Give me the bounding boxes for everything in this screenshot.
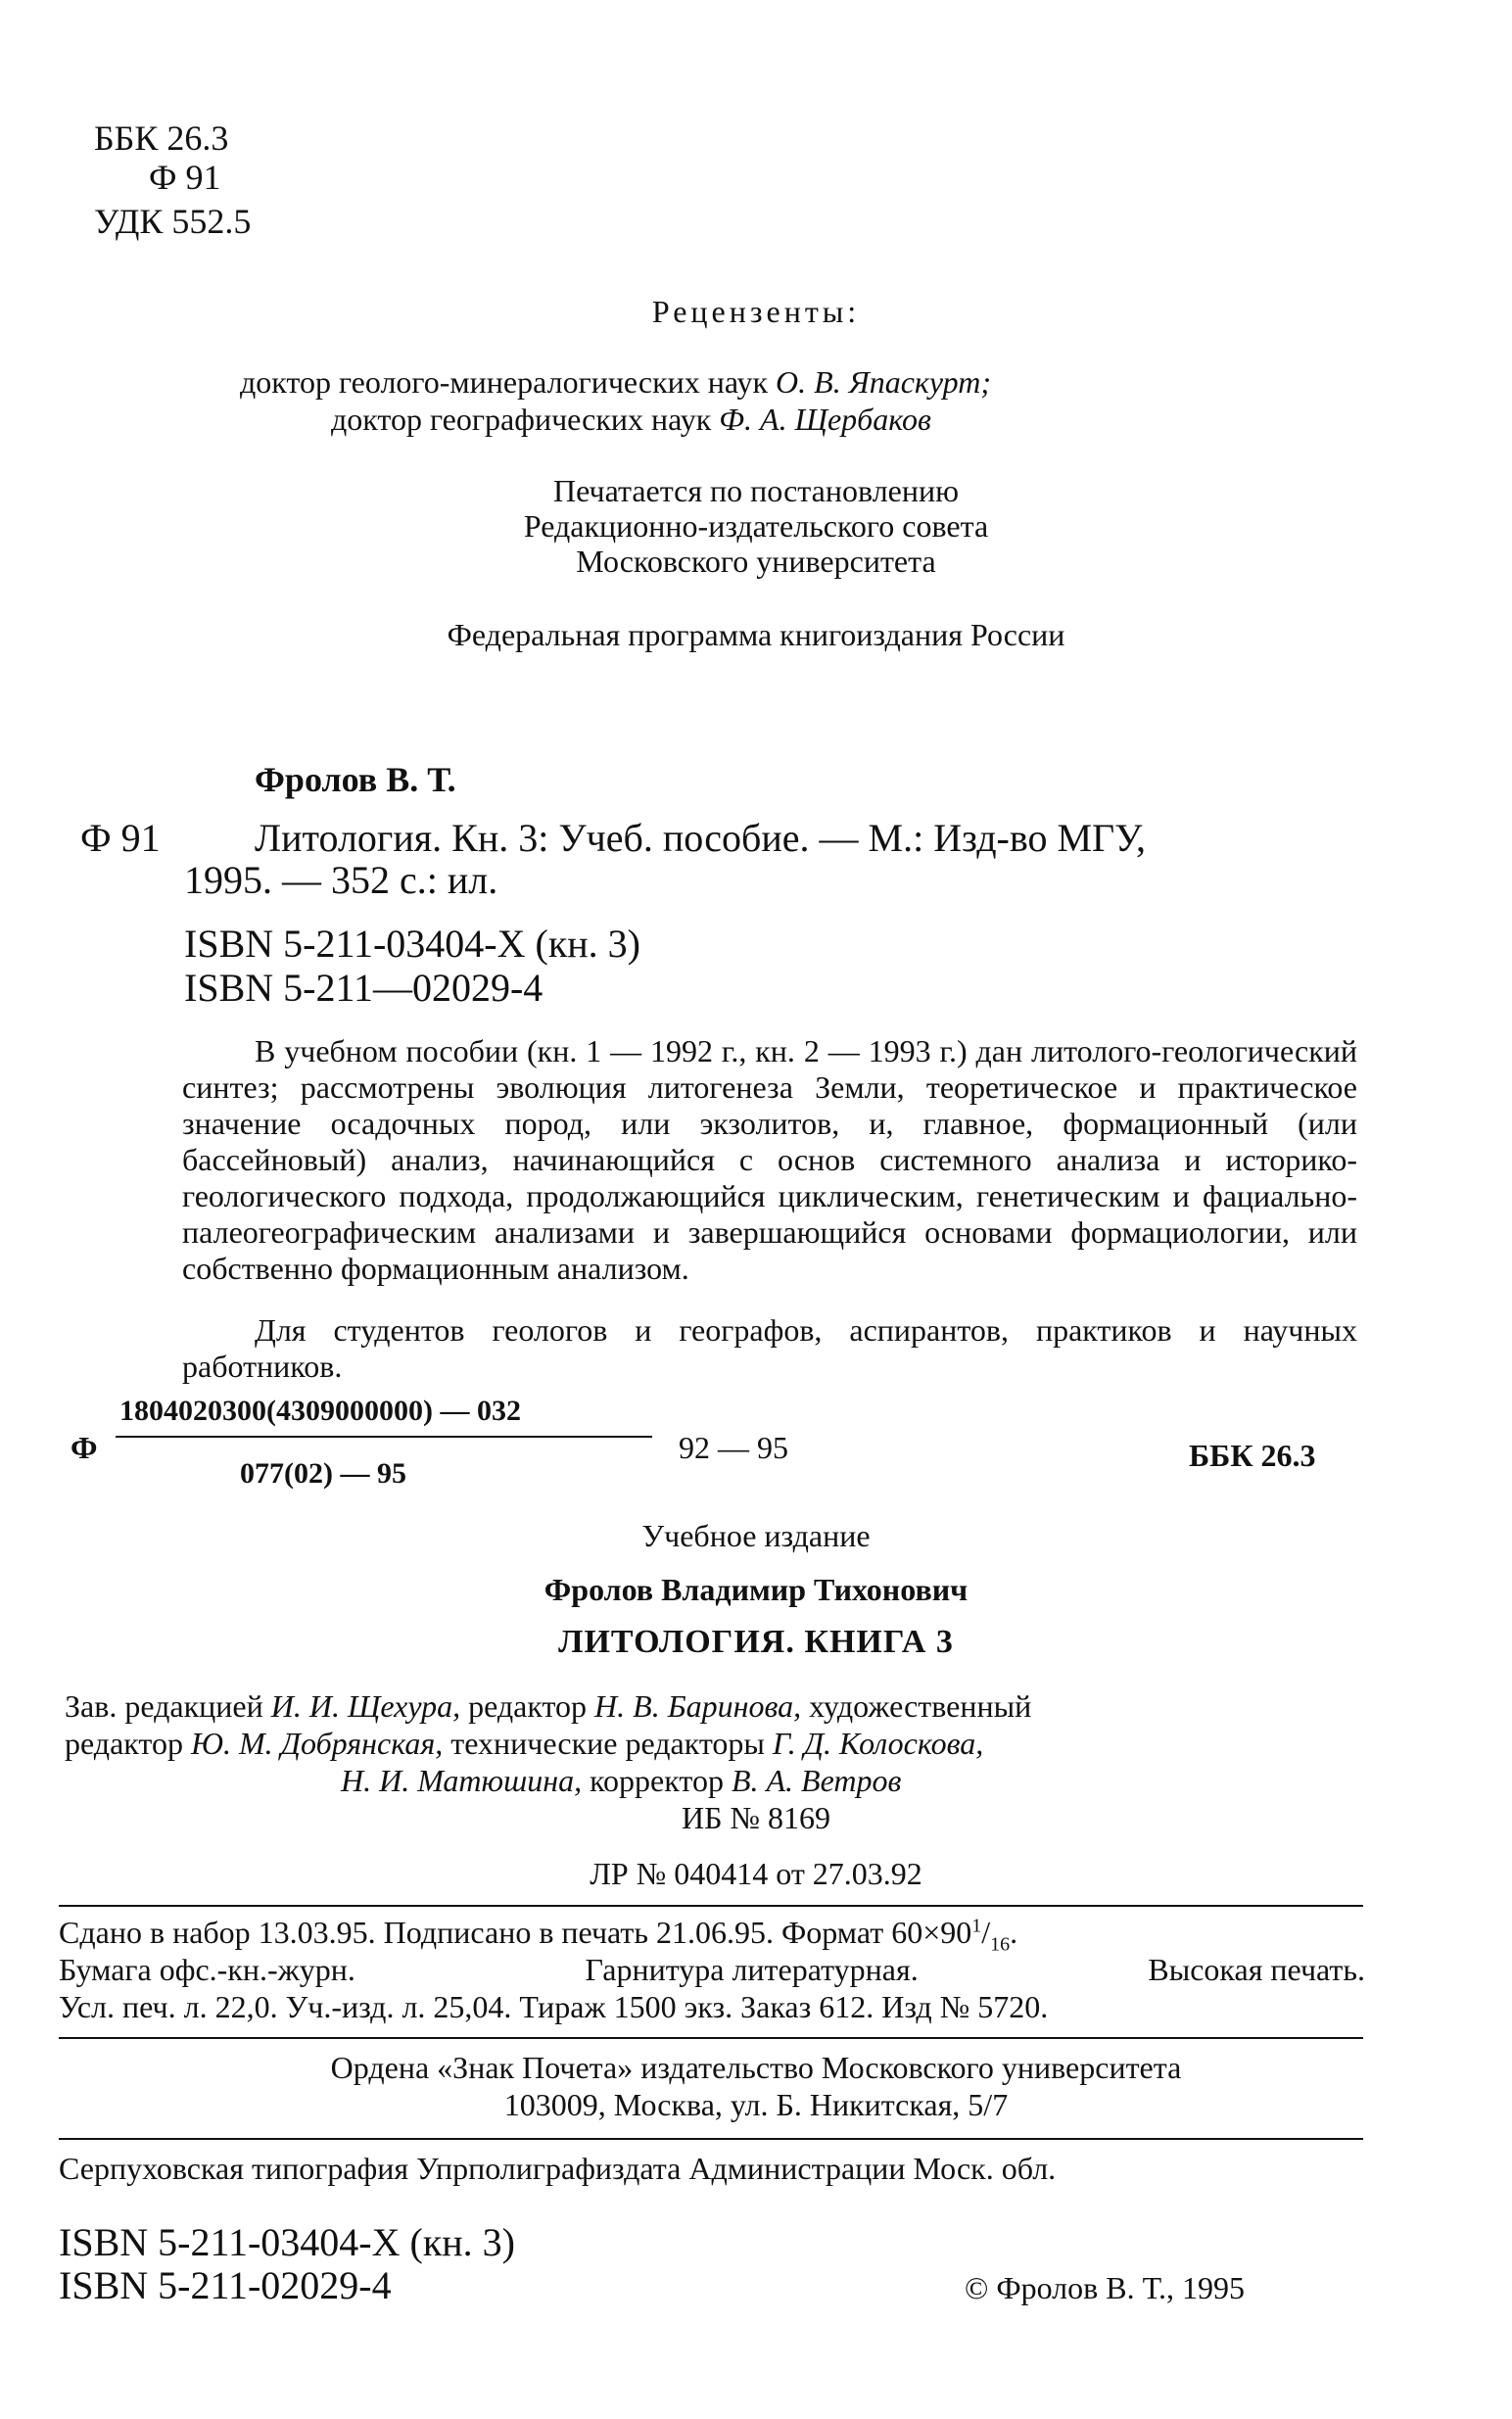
catalog-title-line2: 1995. — 352 с.: ил. (184, 858, 498, 902)
index-bbk: ББК 26.3 (1189, 1438, 1316, 1473)
printer-name: Серпуховская типография Упрполиграфиздата Администрации Моск. обл. (59, 2151, 1057, 2186)
publisher-line-2: 103009, Москва, ул. Б. Никитская, 5/7 (503, 2087, 1009, 2122)
federal-program: Федеральная программа книгоиздания России (447, 617, 1065, 652)
divider-1 (59, 1905, 1363, 1907)
annotation-paragraph-1: В учебном пособии (кн. 1 — 1992 г., кн. 2 — 1993 г.) дан литолого-геологический синтез; рассмотрены эволюция литогенеза Земли, теоретическое и практическое значение осадочных пород, или экзолитов, и, главное, формационный (или бассейновый) анализ, начинающийся с основ системного анализа и историко-геологического подхода, продолжающийся циклическим, генетическим и фациально-палеогеографическим анализами и завершающийся основами формациологии, или собственно формационным анализом. (182, 1033, 1357, 1286)
index-numerator: 1804020300(4309000000) — 032 (119, 1395, 521, 1427)
edition-title: ЛИТОЛОГИЯ. КНИГА 3 (558, 1624, 954, 1660)
catalog-title-line1: Литология. Кн. 3: Учеб. пособие. — М.: Изд-во МГУ, (255, 816, 1146, 860)
index-letter: Ф (71, 1430, 98, 1465)
author-mark-top: Ф 91 (149, 158, 221, 197)
publication-note-3: Московского университета (576, 544, 936, 579)
reviewers-heading: Рецензенты: (651, 294, 861, 329)
publisher-line-1: Ордена «Знак Почета» издательство Московского университета (330, 2050, 1182, 2085)
udk-code: УДК 552.5 (94, 202, 252, 241)
bottom-isbn-2: ISBN 5-211-02029-4 (59, 2263, 392, 2307)
reviewer-1 (240, 364, 991, 401)
ib-number: ИБ № 8169 (681, 1800, 830, 1835)
imprint-line-1: Сдано в набор 13.03.95. Подписано в печать 21.06.95. Формат $60\times 90^1/_{16}$. (59, 1915, 1018, 1956)
catalog-isbn-1: ISBN 5-211-03404-X (кн. 3) (184, 922, 640, 966)
reviewer-2-name: Ф. А. Щербаков (719, 402, 931, 437)
reviewer-2-title: доктор географических наук (331, 402, 712, 437)
catalog-author: Фролов В. Т. (255, 760, 456, 799)
edition-author: Фролов Владимир Тихонович (543, 1572, 969, 1607)
edition-type: Учебное издание (641, 1518, 871, 1553)
license-number: ЛР № 040414 от 27.03.92 (590, 1856, 922, 1891)
catalog-author-mark: Ф 91 (80, 816, 161, 860)
bbk-code: ББК 26.3 (94, 119, 229, 158)
reviewer-2 (331, 402, 931, 438)
copyright: © Фролов В. Т., 1995 (965, 2270, 1245, 2305)
imprint-line-2: Бумага офс.-кн.-журн. Гарнитура литературная. Высокая печать. (59, 1952, 1365, 1987)
imprint-line-3: Усл. печ. л. 22,0. Уч.-изд. л. 25,04. Тираж 1500 экз. Заказ 612. Изд № 5720. (59, 1989, 1049, 2024)
bottom-isbn-1: ISBN 5-211-03404-X (кн. 3) (59, 2220, 515, 2264)
reviewer-1-title: доктор геолого-минералогических наук (240, 364, 769, 400)
publication-note-1: Печатается по постановлению (552, 473, 960, 508)
publication-note-2: Редакционно-издательского совета (523, 508, 989, 544)
index-denominator: 077(02) — 95 (240, 1457, 406, 1490)
divider-3 (59, 2138, 1363, 2140)
catalog-isbn-2: ISBN 5-211—02029-4 (184, 966, 543, 1010)
reviewer-1-name: О. В. Япаскурт; (776, 364, 992, 400)
staff-line-3: Н. И. Матюшина, корректор В. А. Ветров (341, 1763, 902, 1798)
staff-line-2: редактор Ю. М. Добрянская, технические редакторы Г. Д. Колоскова, (65, 1726, 984, 1761)
divider-2 (59, 2037, 1363, 2039)
annotation-paragraph-2: Для студентов геологов и географов, аспирантов, практиков и научных работников. (182, 1312, 1357, 1384)
staff-line-1: Зав. редакцией И. И. Щехура, редактор Н. В. Баринова, художественный (65, 1688, 1032, 1724)
index-years: 92 — 95 (679, 1430, 788, 1465)
index-fraction-line (116, 1436, 652, 1438)
